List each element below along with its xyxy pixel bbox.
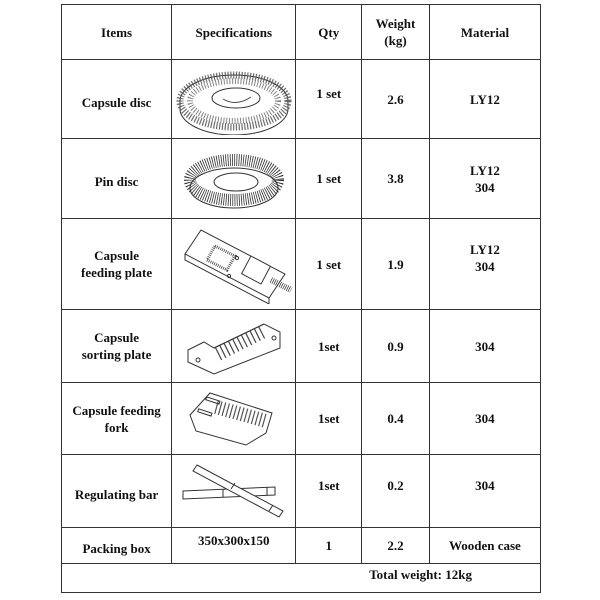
material-value: 304 — [429, 310, 540, 383]
weight-value: 0.9 — [362, 310, 430, 383]
header-weight — [362, 5, 430, 60]
table-row — [62, 139, 541, 219]
capsule-feeding-plate-drawing-icon — [175, 224, 293, 304]
header-items: Items — [62, 5, 172, 60]
material-value: LY12 304 — [429, 213, 540, 304]
material-value: LY12 — [429, 60, 540, 139]
total-weight: Total weight: 12kg — [62, 564, 541, 593]
weight-value: 0.2 — [362, 449, 430, 522]
item-name: Capsule sorting plate — [62, 310, 172, 383]
total-row — [62, 564, 541, 593]
table-row — [62, 455, 541, 528]
spec-image-cell — [172, 139, 296, 219]
spec-image-cell — [172, 383, 296, 455]
table-row — [62, 60, 541, 139]
regulating-bar-drawing-icon — [179, 461, 289, 521]
spec-text: 350x300x150 — [172, 528, 296, 564]
header-material: Material — [429, 5, 540, 60]
item-name: Pin disc — [62, 139, 172, 219]
capsule-sorting-plate-drawing-icon — [184, 314, 284, 378]
table-row — [62, 310, 541, 383]
material-value: Wooden case — [429, 528, 540, 564]
qty-value: 1 set — [296, 219, 362, 310]
qty-value: 1 set — [296, 139, 362, 219]
table-row — [62, 383, 541, 455]
qty-value: 1set — [296, 310, 362, 383]
item-name: Capsule disc — [62, 60, 172, 139]
spec-image-cell — [172, 219, 296, 310]
header-specifications: Specifications — [172, 5, 296, 60]
weight-value: 0.4 — [362, 383, 430, 455]
qty-value: 1 — [296, 528, 362, 564]
table-row — [62, 219, 541, 310]
header-qty: Qty — [296, 5, 362, 60]
weight-value: 1.9 — [362, 219, 430, 310]
header-weight-line1: Weight — [375, 16, 416, 31]
material-value: LY12 304 — [429, 139, 540, 219]
table-row — [62, 528, 541, 564]
item-name: Capsule feeding plate — [62, 219, 172, 310]
header-weight-line2: (kg) — [384, 33, 407, 48]
qty-value: 1 set — [296, 54, 362, 133]
spec-image-cell — [172, 455, 296, 528]
item-name: Capsule feeding fork — [62, 383, 172, 455]
specification-table — [61, 4, 541, 593]
qty-value: 1set — [296, 449, 362, 522]
item-name: Regulating bar — [62, 455, 172, 528]
spec-image-cell — [172, 60, 296, 139]
material-value: 304 — [429, 449, 540, 522]
capsule-feeding-fork-drawing-icon — [186, 387, 282, 451]
weight-value: 2.6 — [362, 60, 430, 139]
weight-value: 2.2 — [362, 528, 430, 564]
header-row — [62, 5, 541, 60]
pin-disc-drawing-icon — [184, 144, 284, 214]
qty-value: 1set — [296, 383, 362, 455]
item-name: Packing box — [62, 528, 172, 564]
spec-image-cell — [172, 310, 296, 383]
material-value: 304 — [429, 383, 540, 455]
weight-value: 3.8 — [362, 139, 430, 219]
capsule-disc-drawing-icon — [175, 63, 293, 135]
